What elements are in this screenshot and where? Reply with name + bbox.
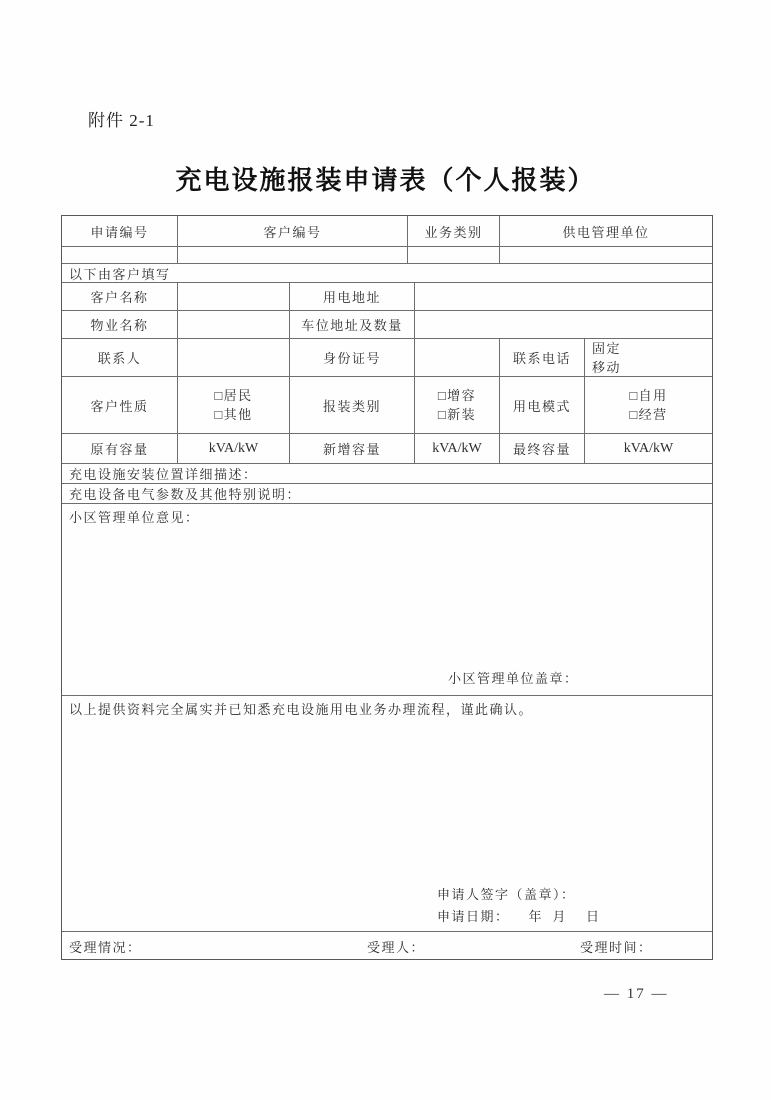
nature-resident-checkbox-option: □居民 [214, 388, 253, 403]
phone-type-cell [585, 339, 712, 376]
customer-name-value-cell [178, 283, 290, 310]
community-opinion-label: 小区管理单位意见： [69, 510, 200, 525]
confirmation-row [62, 696, 712, 932]
customer-name-label-cell: 客户名称 [62, 283, 178, 310]
install-category-label-cell: 报装类别 [290, 377, 415, 433]
electricity-address-value-cell [415, 283, 712, 310]
confirmation-statement: 以上提供资料完全属实并已知悉充电设施用电业务办理流程，谨此确认。 [69, 702, 534, 717]
header-label-row [62, 216, 712, 247]
parking-address-value-cell [415, 311, 712, 338]
page-number: — 17 — [604, 986, 669, 1002]
id-number-label-cell: 身份证号 [290, 339, 415, 376]
mode-self-use-checkbox-option: □自用 [629, 388, 668, 403]
property-name-value-cell [178, 311, 290, 338]
category-new-checkbox-option: □新装 [437, 407, 477, 422]
power-mode-label-cell: 用电模式 [500, 377, 585, 433]
original-capacity-label-cell: 原有容量 [62, 434, 178, 463]
acceptance-time-label: 受理时间： [580, 940, 653, 955]
final-capacity-unit-cell: kVA/kW [623, 440, 674, 456]
contact-person-value-cell [178, 339, 290, 376]
form-title: 充电设施报装申请表（个人报装） [175, 165, 596, 195]
contact-phone-label-cell: 联系电话 [500, 339, 585, 376]
id-number-value-cell [415, 339, 500, 376]
acceptance-row [62, 932, 712, 959]
customer-no-value-cell [178, 247, 408, 263]
applicant-signature-label: 申请人签字（盖章）： [437, 887, 576, 902]
contact-person-label-cell: 联系人 [62, 339, 178, 376]
section-note-cell: 以下由客户填写 [69, 266, 171, 282]
electrical-params-label-cell: 充电设备电气参数及其他特别说明： [69, 487, 302, 502]
original-capacity-unit-cell: kVA/kW [178, 434, 290, 463]
electricity-address-label-cell: 用电地址 [290, 283, 415, 310]
parking-address-label-cell: 车位地址及数量 [290, 311, 415, 338]
mode-business-checkbox-option: □经营 [629, 407, 668, 422]
header-value-row [62, 247, 712, 264]
community-seal-label: 小区管理单位盖章： [448, 671, 579, 686]
business-type-value-cell [408, 247, 500, 263]
acceptance-status-label: 受理情况： [69, 940, 142, 955]
community-opinion-cell [62, 504, 712, 695]
application-date-label: 申请日期： 年 月 日 [437, 909, 601, 924]
section-note-row [62, 264, 712, 283]
power-mode-options-cell [585, 377, 712, 433]
community-opinion-row [62, 504, 712, 696]
category-expand-checkbox-option: □增容 [437, 388, 477, 403]
new-capacity-unit-cell: kVA/kW [415, 434, 500, 463]
contact-row [62, 339, 712, 377]
property-name-label-cell: 物业名称 [62, 311, 178, 338]
phone-fixed-label: 固定 [592, 340, 622, 356]
install-location-label-cell: 充电设施安装位置详细描述： [69, 467, 258, 482]
business-type-label-cell: 业务类别 [408, 216, 500, 246]
electrical-params-row [62, 484, 712, 504]
customer-no-label-cell: 客户编号 [178, 216, 408, 246]
attachment-label: 附件 2-1 [88, 111, 155, 130]
application-no-label-cell: 申请编号 [62, 216, 178, 246]
customer-nature-row [62, 377, 712, 434]
acceptance-cell [62, 932, 712, 959]
new-capacity-label-cell: 新增容量 [290, 434, 415, 463]
nature-other-checkbox-option: □其他 [214, 407, 253, 422]
property-name-row [62, 311, 712, 339]
supply-unit-label-cell: 供电管理单位 [562, 224, 650, 240]
customer-nature-label-cell: 客户性质 [62, 377, 178, 433]
phone-mobile-label: 移动 [592, 359, 622, 375]
application-no-value-cell [62, 247, 178, 263]
capacity-row [62, 434, 712, 464]
supply-unit-value-cell [500, 247, 712, 263]
acceptor-label: 受理人： [367, 940, 426, 955]
install-category-options-cell [415, 377, 500, 433]
install-location-row [62, 464, 712, 484]
application-form-table [61, 215, 713, 960]
customer-nature-options-cell [178, 377, 290, 433]
final-capacity-label-cell: 最终容量 [500, 434, 585, 463]
confirmation-cell [62, 696, 712, 931]
customer-name-row [62, 283, 712, 311]
